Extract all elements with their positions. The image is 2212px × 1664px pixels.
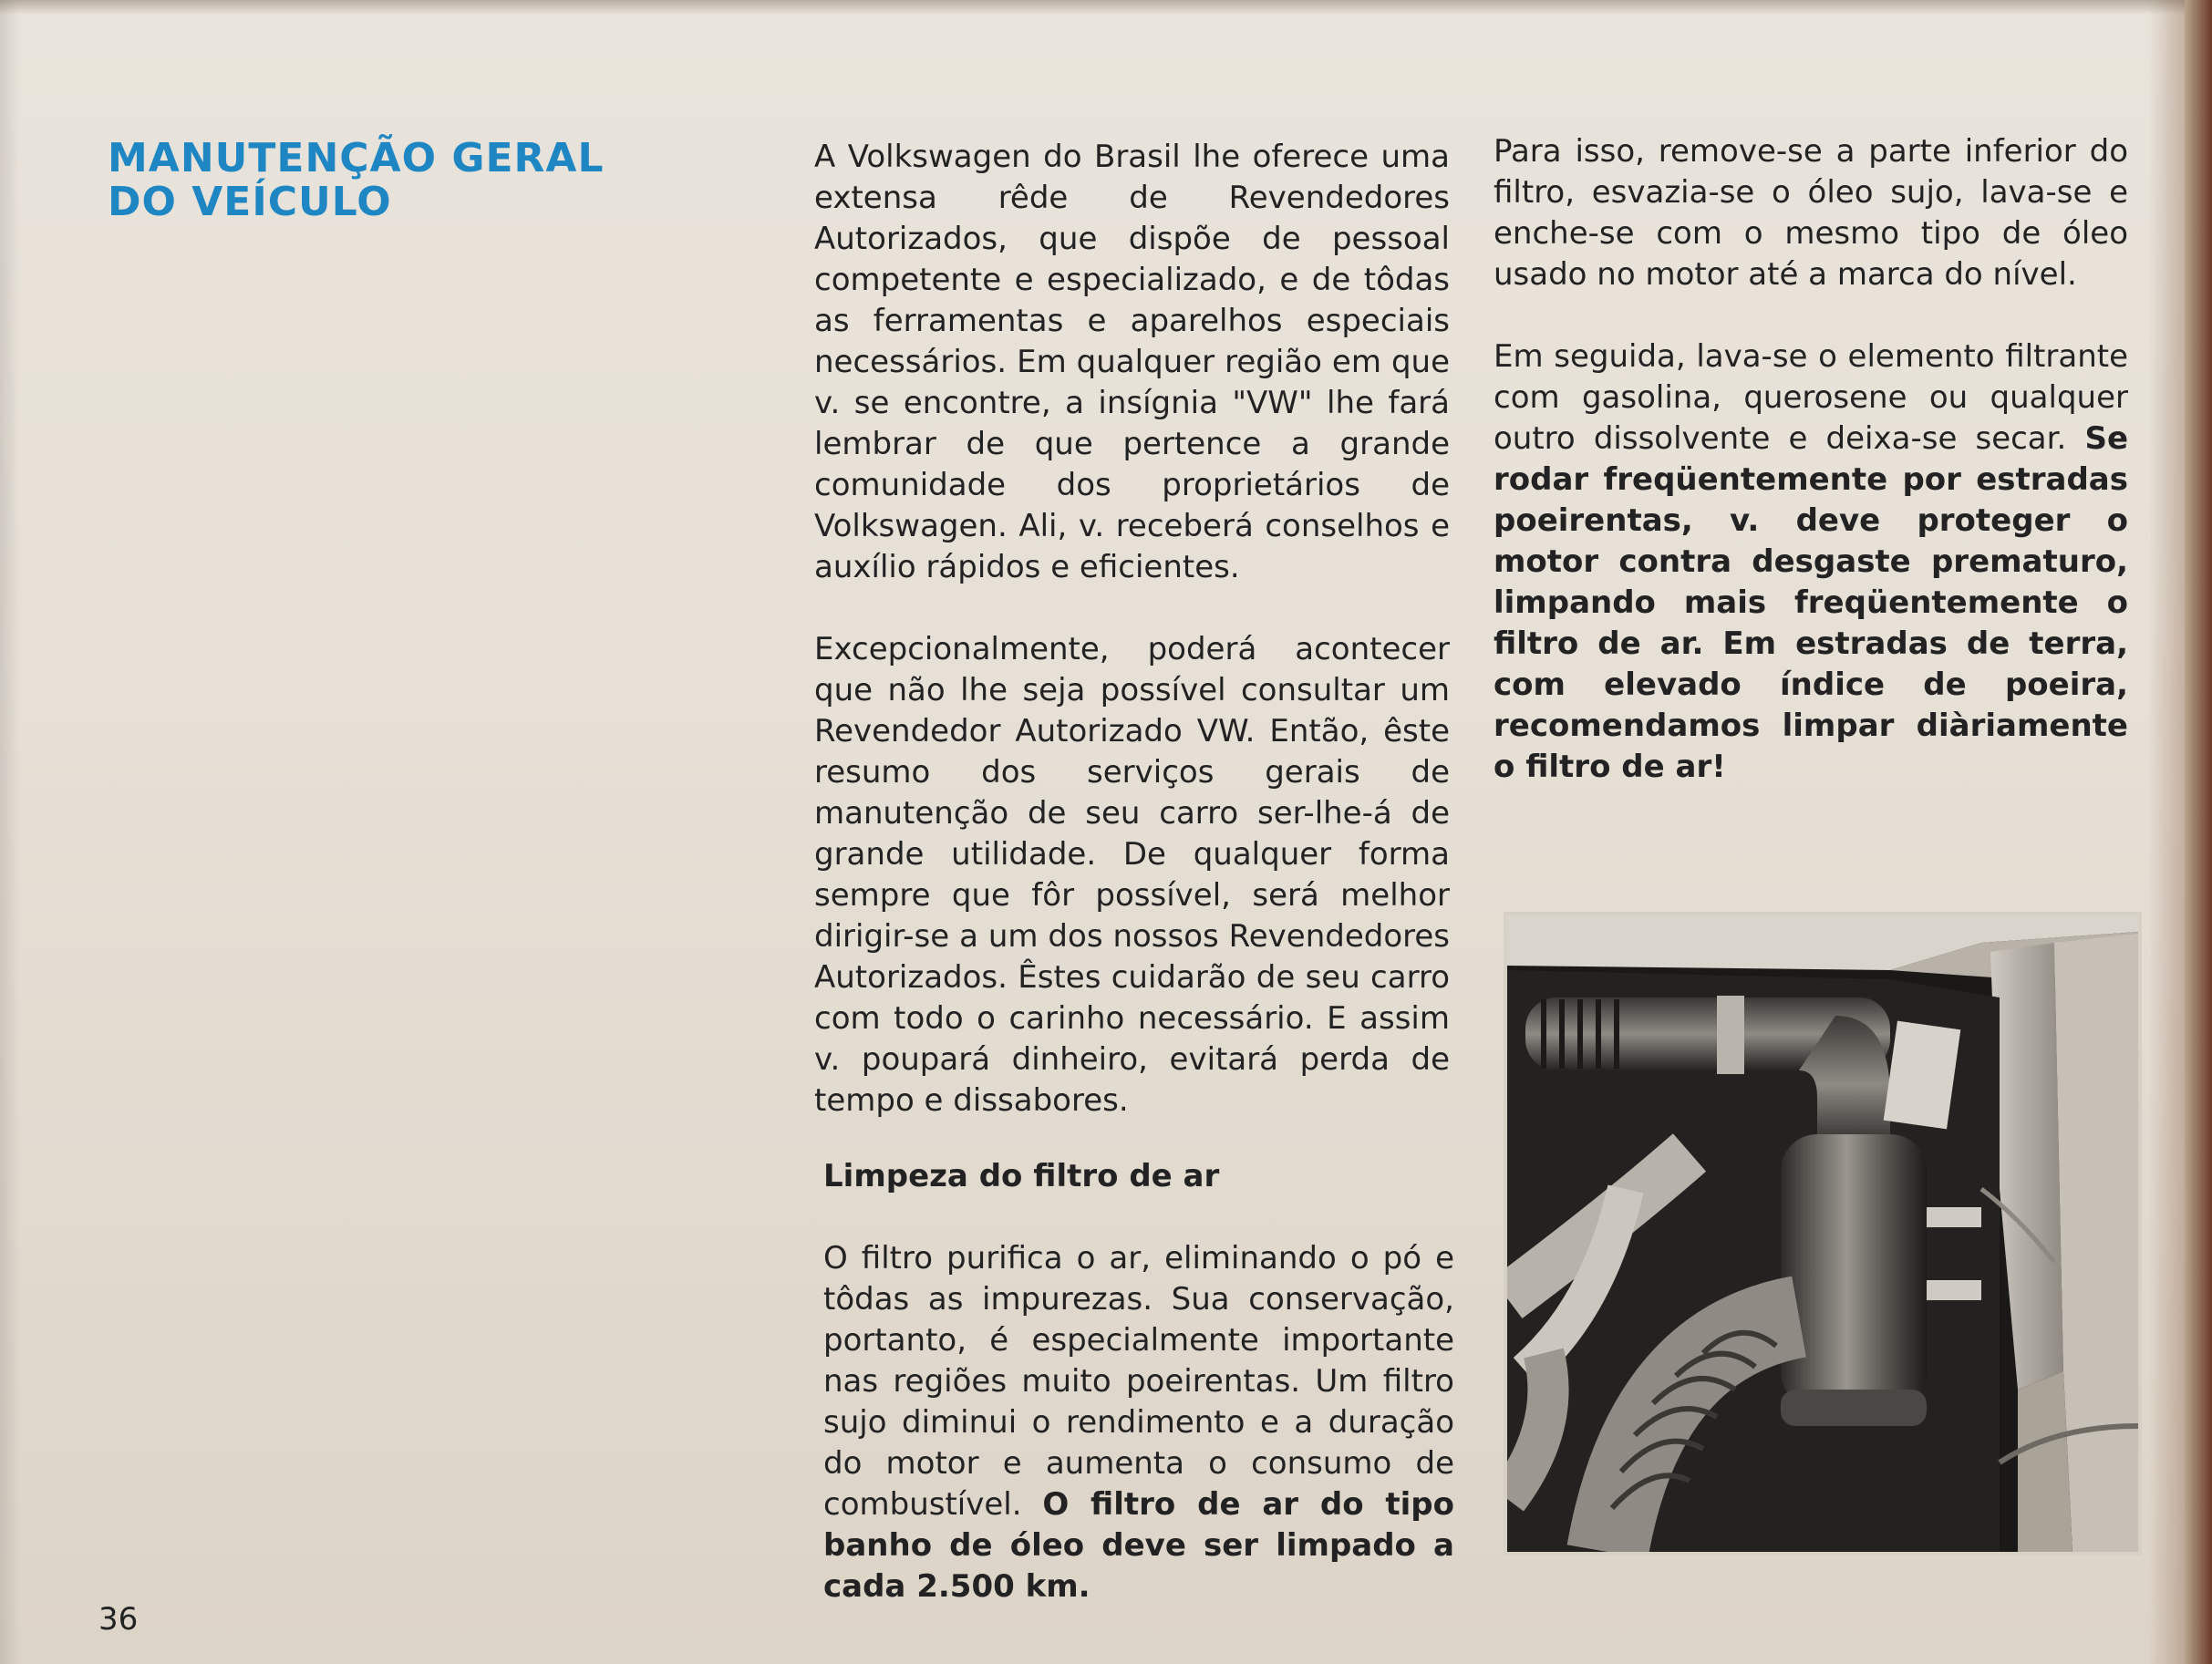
- filter-element-text: Em seguida, lava-se o elemento filtrante com gasolina, querosene ou qualquer outro dissolvente e deixa-se secar.: [1494, 338, 2128, 457]
- text-column-1: [814, 137, 1450, 1121]
- air-filter-engine-photo: [1504, 912, 2142, 1555]
- page-right-edge: [2185, 0, 2212, 1664]
- page-number: 36: [98, 1601, 139, 1638]
- engine-illustration: [1507, 915, 2138, 1552]
- air-filter-text: O filtro purifica o ar, eliminando o pó e tôdas as impurezas. Sua conservação, portanto, é especialmente importante nas regiões muito poeirentas. Um filtro sujo diminui o rendimento e a duração do motor e aumenta o consumo de combustível.: [823, 1240, 1454, 1523]
- exception-paragraph: Excepcionalmente, poderá acontecer que não lhe seja possível consultar um Revendedor Autorizado VW. Então, êste resumo dos serviços gerais de manutenção de seu carro ser-lhe-á de grande utilidade. De qualquer forma sempre que fôr possível, será melhor dirigir-se a um dos nossos Revendedores Autorizados. Êstes cuidarão de seu carro com todo o carinho necessário. E assim v. poupará dinheiro, evitará perda de tempo e dissabores.: [814, 631, 1450, 1119]
- air-filter-paragraph: [823, 1238, 1454, 1607]
- text-column-3: [1494, 131, 2128, 788]
- dusty-roads-warning: Se rodar freqüentemente por estradas poeirentas, v. deve proteger o motor contra desgaste prematuro, limpando mais freqüentemente o filtro de ar. Em estradas de terra, com elevado índice de poeira, recomendamos limpar diàriamente o filtro de ar!: [1494, 420, 2128, 785]
- page-top-shadow: [0, 0, 2212, 15]
- air-filter-interval-text: O filtro de ar do tipo banho de óleo deve ser limpado a cada 2.500 km.: [823, 1486, 1454, 1605]
- cleaning-procedure-paragraph: Para isso, remove-se a parte inferior do filtro, esvazia-se o óleo sujo, lava-se e enche-se com o mesmo tipo de óleo usado no motor até a marca do nível.: [1494, 133, 2128, 293]
- text-column-2: [823, 1156, 1454, 1607]
- filter-element-paragraph: [1494, 336, 2128, 788]
- section-title: MANUTENÇÃO GERAL DO VEÍCULO: [108, 135, 605, 225]
- intro-paragraph: A Volkswagen do Brasil lhe oferece uma extensa rêde de Revendedores Autorizados, que dispõe de pessoal competente e especializado, e de tôdas as ferramentas e aparelhos especiais necessários. Em qualquer região em que v. se encontre, a insígnia "VW" lhe fará lembrar de que pertence a grande comunidade dos proprietários de Volkswagen. Ali, v. receberá conselhos e auxílio rápidos e eficientes.: [814, 139, 1450, 585]
- air-filter-subheading: Limpeza do filtro de ar: [823, 1158, 1220, 1194]
